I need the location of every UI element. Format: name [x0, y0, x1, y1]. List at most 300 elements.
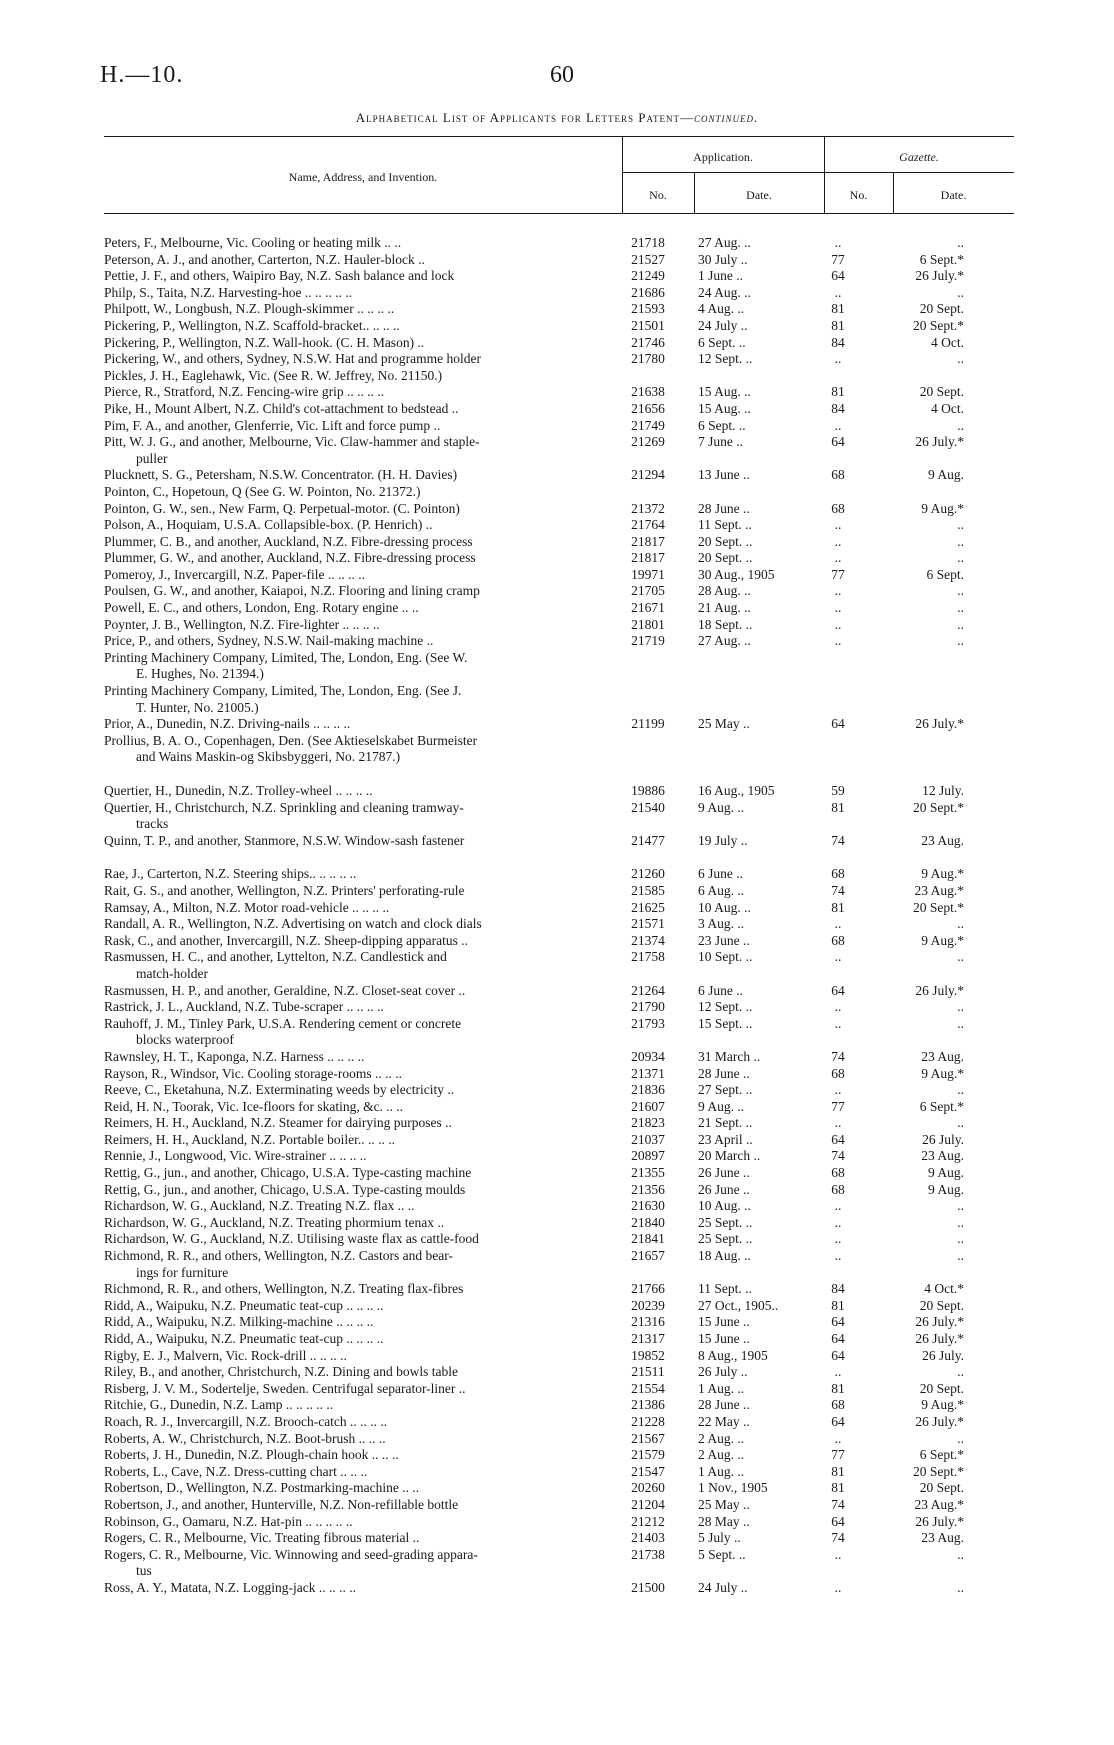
- gazette-number: 74: [831, 1530, 845, 1546]
- table-row: [104, 501, 1014, 518]
- applicant-cell: [104, 1547, 612, 1580]
- gazette-number: 81: [831, 799, 845, 815]
- gazette-date: 23 Aug.: [921, 1148, 964, 1164]
- application-number: 21817: [631, 533, 665, 549]
- applicant-text: Riley, B., and another, Christchurch, N.Z. Dining and bowls table: [104, 1364, 459, 1380]
- applicant-text: Rayson, R., Windsor, Vic. Cooling storage-rooms .. .. ..: [104, 1065, 402, 1081]
- application-number: 21527: [631, 251, 665, 267]
- application-date: 18 Sept. ..: [698, 616, 753, 632]
- applicant-text: Roach, R. J., Invercargill, N.Z. Brooch-catch .. .. .. ..: [104, 1413, 388, 1429]
- gazette-number: 81: [831, 384, 845, 400]
- gazette-number: 68: [831, 467, 845, 483]
- application-date: 26 June ..: [698, 1181, 750, 1197]
- applicant-cell: [104, 517, 612, 534]
- applicant-cell: [104, 268, 612, 285]
- application-number: 19886: [631, 783, 665, 798]
- application-date: 26 June ..: [698, 1165, 750, 1181]
- application-date: 1 Aug. ..: [698, 1463, 745, 1479]
- applicant-text: Pim, F. A., and another, Glenferrie, Vic. Lift and force pump ..: [104, 417, 441, 433]
- table-row: [104, 1381, 1014, 1398]
- gazette-number: 68: [831, 1181, 845, 1197]
- table-row: [104, 600, 1014, 617]
- applicant-cell: [104, 983, 612, 1000]
- applicant-text-continued: ings for furniture: [136, 1264, 229, 1280]
- applicant-text: Ridd, A., Waipuku, N.Z. Milking-machine .. .. .. ..: [104, 1314, 374, 1330]
- applicant-text: Prior, A., Dunedin, N.Z. Driving-nails .. .. .. ..: [104, 716, 351, 732]
- applicant-cell: [104, 1165, 612, 1182]
- table-row: [104, 583, 1014, 600]
- application-date: 30 Aug., 1905: [698, 566, 775, 582]
- table-row: [104, 550, 1014, 567]
- gazette-number: 64: [831, 1413, 845, 1429]
- applicant-text: Pickering, W., and others, Sydney, N.S.W. Hat and programme holder: [104, 351, 481, 367]
- gazette-date: 4 Oct.*: [924, 1281, 964, 1297]
- application-number: 21212: [631, 1513, 665, 1529]
- gazette-date: ..: [957, 235, 964, 250]
- application-date: 20 Sept. ..: [698, 533, 753, 549]
- gazette-date: 26 July.*: [915, 716, 964, 732]
- gazette-number: 64: [831, 434, 845, 450]
- application-number: 21356: [631, 1181, 665, 1197]
- gazette-number: ..: [834, 1082, 842, 1098]
- gazette-number: 68: [831, 1397, 845, 1413]
- application-number: 21554: [631, 1380, 665, 1396]
- gazette-date: ..: [957, 1015, 964, 1031]
- gazette-date: ..: [957, 1082, 964, 1098]
- applicant-text: Richardson, W. G., Auckland, N.Z. Utilising waste flax as cattle-food: [104, 1231, 479, 1247]
- applicant-cell: [104, 1414, 612, 1431]
- application-date: 24 July ..: [698, 1579, 748, 1595]
- applicant-cell: [104, 285, 612, 302]
- applicant-cell: [104, 301, 612, 318]
- applicant-cell: [104, 1182, 612, 1199]
- header-mid-rule: [622, 172, 1014, 173]
- gazette-date: ..: [957, 417, 964, 433]
- application-number: 21841: [631, 1231, 665, 1247]
- application-number: 21037: [631, 1131, 665, 1147]
- application-number: 21511: [631, 1364, 665, 1380]
- gazette-date: ..: [957, 1115, 964, 1131]
- applicant-text: Peterson, A. J., and another, Carterton, N.Z. Hauler-block ..: [104, 251, 425, 267]
- applicant-cell: [104, 1248, 612, 1281]
- application-number: 21686: [631, 284, 665, 300]
- applicant-cell: [104, 866, 612, 883]
- applicant-cell: [104, 1381, 612, 1398]
- table-row: [104, 301, 1014, 318]
- gazette-number: 64: [831, 1347, 845, 1363]
- gazette-number: ..: [834, 235, 842, 250]
- table-row: [104, 1082, 1014, 1099]
- applicant-cell: [104, 933, 612, 950]
- gazette-date: ..: [957, 351, 964, 367]
- gazette-number: 81: [831, 301, 845, 317]
- applicant-text: Philp, S., Taita, N.Z. Harvesting-hoe .. .. .. .. ..: [104, 284, 353, 300]
- table-row: [104, 1132, 1014, 1149]
- table-row: [104, 1016, 1014, 1049]
- column-header-gaz-no: No.: [849, 188, 868, 202]
- applicant-text: Robertson, J., and another, Hunterville, N.Z. Non-refillable bottle: [104, 1496, 459, 1512]
- applicant-cell: [104, 1514, 612, 1531]
- application-number: 21793: [631, 1015, 665, 1031]
- application-date: 24 Aug. ..: [698, 284, 751, 300]
- applicant-cell: [104, 1198, 612, 1215]
- gazette-date: 6 Sept.: [926, 566, 964, 582]
- applicant-cell: [104, 235, 612, 252]
- header-top-rule: [104, 136, 1014, 137]
- application-number: 21547: [631, 1463, 665, 1479]
- application-number: 21294: [631, 467, 665, 483]
- applicant-cell: [104, 484, 612, 501]
- application-number: 21372: [631, 500, 665, 516]
- table-row: [104, 434, 1014, 467]
- applicant-cell: [104, 401, 612, 418]
- application-number: 21671: [631, 600, 665, 616]
- application-date: 15 June ..: [698, 1314, 750, 1330]
- applicant-cell: [104, 434, 612, 467]
- applicant-text: Quertier, H., Christchurch, N.Z. Sprinkling and cleaning tramway-: [104, 799, 464, 815]
- gazette-number: 81: [831, 899, 845, 915]
- applicant-text-continued: blocks waterproof: [136, 1032, 234, 1048]
- table-row: [104, 1148, 1014, 1165]
- application-number: 21501: [631, 317, 665, 333]
- gazette-number: ..: [834, 417, 842, 433]
- applicant-text: Pickles, J. H., Eaglehawk, Vic. (See R. W. Jeffrey, No. 21150.): [104, 367, 443, 383]
- applicant-text: Ross, A. Y., Matata, N.Z. Logging-jack .. .. .. ..: [104, 1579, 356, 1595]
- gazette-date: 20 Sept.: [919, 384, 964, 400]
- application-date: 27 Sept. ..: [698, 1082, 753, 1098]
- applicant-text: Rae, J., Carterton, N.Z. Steering ships.. .. .. .. ..: [104, 866, 357, 882]
- application-number: 21264: [631, 982, 665, 998]
- page-code: H.—10.: [100, 62, 184, 88]
- application-date: 1 June ..: [698, 268, 743, 284]
- gazette-date: 4 Oct.: [931, 400, 964, 416]
- gazette-date: ..: [957, 1430, 964, 1446]
- applicant-text: Quinn, T. P., and another, Stanmore, N.S.W. Window-sash fastener: [104, 832, 465, 848]
- application-date: 22 May ..: [698, 1413, 750, 1429]
- applicant-cell: [104, 617, 612, 634]
- gazette-number: 68: [831, 500, 845, 516]
- applicant-text-continued: and Wains Maskin-og Skibsbyggeri, No. 21787.): [136, 749, 401, 765]
- application-date: 9 Aug. ..: [698, 799, 745, 815]
- applicants-table: [104, 235, 1014, 1597]
- gazette-number: ..: [834, 633, 842, 649]
- column-header-app-date: Date.: [746, 188, 772, 202]
- applicant-cell: [104, 1049, 612, 1066]
- applicant-text: Richmond, R. R., and others, Wellington, N.Z. Treating flax-fibres: [104, 1281, 464, 1297]
- gazette-date: 20 Sept.: [919, 301, 964, 317]
- applicant-text: Pickering, P., Wellington, N.Z. Wall-hook. (C. H. Mason) ..: [104, 334, 425, 350]
- applicant-text: Rawnsley, H. T., Kaponga, N.Z. Harness .. .. .. ..: [104, 1048, 365, 1064]
- applicant-cell: [104, 252, 612, 269]
- application-date: 10 Aug. ..: [698, 899, 751, 915]
- gazette-date: 9 Aug.: [927, 1181, 964, 1197]
- section-gap: [104, 849, 1014, 866]
- applicant-text: Rauhoff, J. M., Tinley Park, U.S.A. Rendering cement or concrete: [104, 1015, 462, 1031]
- applicant-text: Pickering, P., Wellington, N.Z. Scaffold-bracket.. .. .. ..: [104, 317, 400, 333]
- application-date: 15 June ..: [698, 1331, 750, 1346]
- table-row: [104, 318, 1014, 335]
- application-date: 12 Sept. ..: [698, 351, 753, 367]
- gazette-number: 68: [831, 932, 845, 948]
- applicant-text: Rastrick, J. L., Auckland, N.Z. Tube-scraper .. .. .. ..: [104, 999, 384, 1015]
- table-row: [104, 1314, 1014, 1331]
- application-date: 23 June ..: [698, 932, 750, 948]
- gazette-number: ..: [834, 1364, 842, 1380]
- table-row: [104, 683, 1014, 716]
- page-header: [0, 62, 1114, 102]
- application-date: 27 Oct., 1905..: [698, 1297, 779, 1313]
- gazette-date: 20 Sept.*: [912, 1463, 964, 1479]
- gazette-number: ..: [834, 916, 842, 932]
- gazette-date: ..: [957, 1546, 964, 1562]
- application-date: 20 Sept. ..: [698, 550, 753, 566]
- applicant-cell: [104, 567, 612, 584]
- application-number: 21355: [631, 1165, 665, 1181]
- applicant-text: Pettie, J. F., and others, Waipiro Bay, N.Z. Sash balance and lock: [104, 268, 455, 284]
- list-title: [0, 110, 1114, 126]
- gazette-number: 84: [831, 334, 845, 350]
- application-date: 6 Aug. ..: [698, 882, 745, 898]
- gazette-number: ..: [834, 999, 842, 1015]
- applicant-text: Reimers, H. H., Auckland, N.Z. Steamer for dairying purposes ..: [104, 1115, 452, 1131]
- table-row: [104, 1099, 1014, 1116]
- gazette-date: 9 Aug.*: [921, 932, 964, 948]
- gazette-number: 74: [831, 1048, 845, 1064]
- gazette-date: 20 Sept.: [919, 1380, 964, 1396]
- applicant-text-continued: tus: [136, 1563, 152, 1579]
- application-date: 15 Sept. ..: [698, 1015, 753, 1031]
- table-row: [104, 1414, 1014, 1431]
- applicant-text-continued: match-holder: [136, 965, 208, 981]
- application-number: 21317: [631, 1331, 665, 1346]
- application-number: 21738: [631, 1546, 665, 1562]
- gazette-number: ..: [834, 550, 842, 566]
- gazette-date: 4 Oct.: [931, 334, 964, 350]
- applicant-text: Reimers, H. H., Auckland, N.Z. Portable boiler.. .. .. ..: [104, 1131, 395, 1147]
- application-date: 7 June ..: [698, 434, 743, 450]
- gazette-number: 81: [831, 1297, 845, 1313]
- gazette-date: 26 July.*: [915, 1413, 964, 1429]
- gazette-date: ..: [957, 1248, 964, 1264]
- gazette-number: ..: [834, 1115, 842, 1131]
- table-row: [104, 1281, 1014, 1298]
- gazette-date: ..: [957, 633, 964, 649]
- application-number: 21316: [631, 1314, 665, 1330]
- gazette-number: 77: [831, 1447, 845, 1463]
- gazette-date: ..: [957, 1579, 964, 1595]
- application-date: 5 Sept. ..: [698, 1546, 746, 1562]
- table-row: [104, 401, 1014, 418]
- table-row: [104, 983, 1014, 1000]
- table-row: [104, 1431, 1014, 1448]
- application-date: 11 Sept. ..: [698, 1281, 752, 1297]
- applicant-text: Powell, E. C., and others, London, Eng. Rotary engine .. ..: [104, 600, 419, 616]
- application-number: 21371: [631, 1065, 665, 1081]
- application-number: 21705: [631, 583, 665, 599]
- applicant-text: Rettig, G., jun., and another, Chicago, U.S.A. Type-casting moulds: [104, 1181, 466, 1197]
- applicant-text: Pitt, W. J. G., and another, Melbourne, Vic. Claw-hammer and staple-: [104, 434, 480, 450]
- gazette-number: 64: [831, 1314, 845, 1330]
- gazette-number: ..: [834, 1579, 842, 1595]
- gazette-date: ..: [957, 550, 964, 566]
- application-date: 28 Aug. ..: [698, 583, 751, 599]
- application-date: 5 July ..: [698, 1530, 741, 1546]
- applicant-text: Plucknett, S. G., Petersham, N.S.W. Concentrator. (H. H. Davies): [104, 467, 458, 483]
- table-row: [104, 883, 1014, 900]
- gazette-date: 20 Sept.*: [912, 317, 964, 333]
- applicant-cell: [104, 368, 612, 385]
- gazette-number: ..: [834, 600, 842, 616]
- table-row: [104, 1397, 1014, 1414]
- application-number: 21199: [631, 716, 665, 732]
- application-number: 21607: [631, 1098, 665, 1114]
- application-number: 21567: [631, 1430, 665, 1446]
- application-date: 30 July ..: [698, 251, 748, 267]
- applicant-text: Printing Machinery Company, Limited, The, London, Eng. (See J.: [104, 683, 462, 699]
- gazette-date: 9 Aug.: [927, 467, 964, 483]
- list-title-continued: continued.: [693, 110, 759, 125]
- gazette-date: 23 Aug.: [921, 832, 964, 848]
- gazette-number: ..: [834, 1248, 842, 1264]
- application-date: 13 June ..: [698, 467, 750, 483]
- applicant-cell: [104, 800, 612, 833]
- gazette-number: 64: [831, 1331, 845, 1346]
- applicant-text: Robinson, G., Oamaru, N.Z. Hat-pin .. .. .. .. ..: [104, 1513, 353, 1529]
- application-date: 4 Aug. ..: [698, 301, 745, 317]
- gazette-date: 20 Sept.*: [912, 899, 964, 915]
- applicant-text: Richmond, R. R., and others, Wellington, N.Z. Castors and bear-: [104, 1248, 453, 1264]
- gazette-number: 81: [831, 1380, 845, 1396]
- application-number: 21540: [631, 799, 665, 815]
- gazette-date: 26 July.*: [915, 268, 964, 284]
- table-row: [104, 1497, 1014, 1514]
- applicant-cell: [104, 550, 612, 567]
- applicant-text: Pointon, C., Hopetoun, Q (See G. W. Pointon, No. 21372.): [104, 483, 421, 499]
- application-number: 20260: [631, 1480, 665, 1496]
- applicant-text: Plummer, C. B., and another, Auckland, N.Z. Fibre-dressing process: [104, 533, 473, 549]
- applicant-cell: [104, 1497, 612, 1514]
- gazette-date: 9 Aug.*: [921, 1065, 964, 1081]
- application-number: 21780: [631, 351, 665, 367]
- table-row: [104, 1514, 1014, 1531]
- table-row: [104, 999, 1014, 1016]
- application-date: 6 Sept. ..: [698, 417, 746, 433]
- table-row: [104, 1530, 1014, 1547]
- gazette-number: 81: [831, 317, 845, 333]
- gazette-date: ..: [957, 949, 964, 965]
- table-row: [104, 418, 1014, 435]
- gazette-date: ..: [957, 999, 964, 1015]
- page-number: 60: [550, 62, 574, 88]
- table-row: [104, 933, 1014, 950]
- applicant-text: Rettig, G., jun., and another, Chicago, U.S.A. Type-casting machine: [104, 1165, 472, 1181]
- application-date: 2 Aug. ..: [698, 1447, 745, 1463]
- application-date: 15 Aug. ..: [698, 384, 751, 400]
- gazette-number: 64: [831, 1513, 845, 1529]
- applicant-cell: [104, 1464, 612, 1481]
- application-date: 27 Aug. ..: [698, 235, 751, 250]
- gazette-number: 74: [831, 832, 845, 848]
- table-row: [104, 567, 1014, 584]
- applicant-cell: [104, 716, 612, 733]
- application-number: 21758: [631, 949, 665, 965]
- gazette-number: ..: [834, 351, 842, 367]
- gazette-number: ..: [834, 1015, 842, 1031]
- table-row: [104, 368, 1014, 385]
- table-row: [104, 484, 1014, 501]
- applicant-text: Richardson, W. G., Auckland, N.Z. Treating phormium tenax ..: [104, 1214, 445, 1230]
- application-date: 1 Nov., 1905: [698, 1480, 768, 1496]
- application-number: 21656: [631, 400, 665, 416]
- application-number: 21625: [631, 899, 665, 915]
- gazette-date: ..: [957, 517, 964, 533]
- table-row: [104, 650, 1014, 683]
- gazette-date: 20 Sept.: [919, 1297, 964, 1313]
- applicant-cell: [104, 1364, 612, 1381]
- application-date: 6 June ..: [698, 982, 743, 998]
- table-row: [104, 916, 1014, 933]
- section-gap: [104, 766, 1014, 783]
- applicant-cell: [104, 583, 612, 600]
- applicant-cell: [104, 1016, 612, 1049]
- application-number: 21836: [631, 1082, 665, 1098]
- applicant-cell: [104, 1431, 612, 1448]
- gazette-number: ..: [834, 1430, 842, 1446]
- applicant-cell: [104, 949, 612, 982]
- application-number: 19971: [631, 566, 665, 582]
- applicant-text-continued: tracks: [136, 816, 169, 832]
- gazette-date: 26 July.*: [915, 1314, 964, 1330]
- application-number: 21204: [631, 1496, 665, 1512]
- applicant-text: Pointon, G. W., sen., New Farm, Q. Perpetual-motor. (C. Pointon): [104, 500, 460, 516]
- applicant-text: Pike, H., Mount Albert, N.Z. Child's cot-attachment to bedstead ..: [104, 400, 459, 416]
- gazette-number: ..: [834, 1546, 842, 1562]
- gazette-date: ..: [957, 1198, 964, 1214]
- gazette-number: 77: [831, 1098, 845, 1114]
- table-row: [104, 1215, 1014, 1232]
- gazette-date: 6 Sept.*: [919, 1098, 964, 1114]
- table-row: [104, 1115, 1014, 1132]
- table-row: [104, 268, 1014, 285]
- table-row: [104, 1049, 1014, 1066]
- applicant-cell: [104, 683, 612, 716]
- application-date: 25 May ..: [698, 1496, 750, 1512]
- application-number: 21386: [631, 1397, 665, 1413]
- table-row: [104, 467, 1014, 484]
- application-number: 21764: [631, 517, 665, 533]
- applicant-text: Rogers, C. R., Melbourne, Vic. Winnowing and seed-grading appara-: [104, 1546, 478, 1562]
- applicant-cell: [104, 1580, 612, 1597]
- applicant-cell: [104, 916, 612, 933]
- table-row: [104, 335, 1014, 352]
- gazette-number: ..: [834, 284, 842, 300]
- applicant-text: Rask, C., and another, Invercargill, N.Z. Sheep-dipping apparatus ..: [104, 932, 468, 948]
- table-row: [104, 633, 1014, 650]
- gazette-date: 20 Sept.*: [912, 799, 964, 815]
- application-number: 21228: [631, 1413, 665, 1429]
- table-row: [104, 617, 1014, 634]
- table-row: [104, 1348, 1014, 1365]
- applicant-cell: [104, 600, 612, 617]
- application-date: 16 Aug., 1905: [698, 783, 775, 798]
- application-number: 21719: [631, 633, 665, 649]
- applicant-cell: [104, 733, 612, 766]
- gazette-date: ..: [957, 284, 964, 300]
- gazette-number: 77: [831, 251, 845, 267]
- application-date: 8 Aug., 1905: [698, 1347, 768, 1363]
- gazette-date: 12 July.: [922, 783, 964, 798]
- list-title-main: Alphabetical List of Applicants for Letters Patent—: [355, 110, 694, 125]
